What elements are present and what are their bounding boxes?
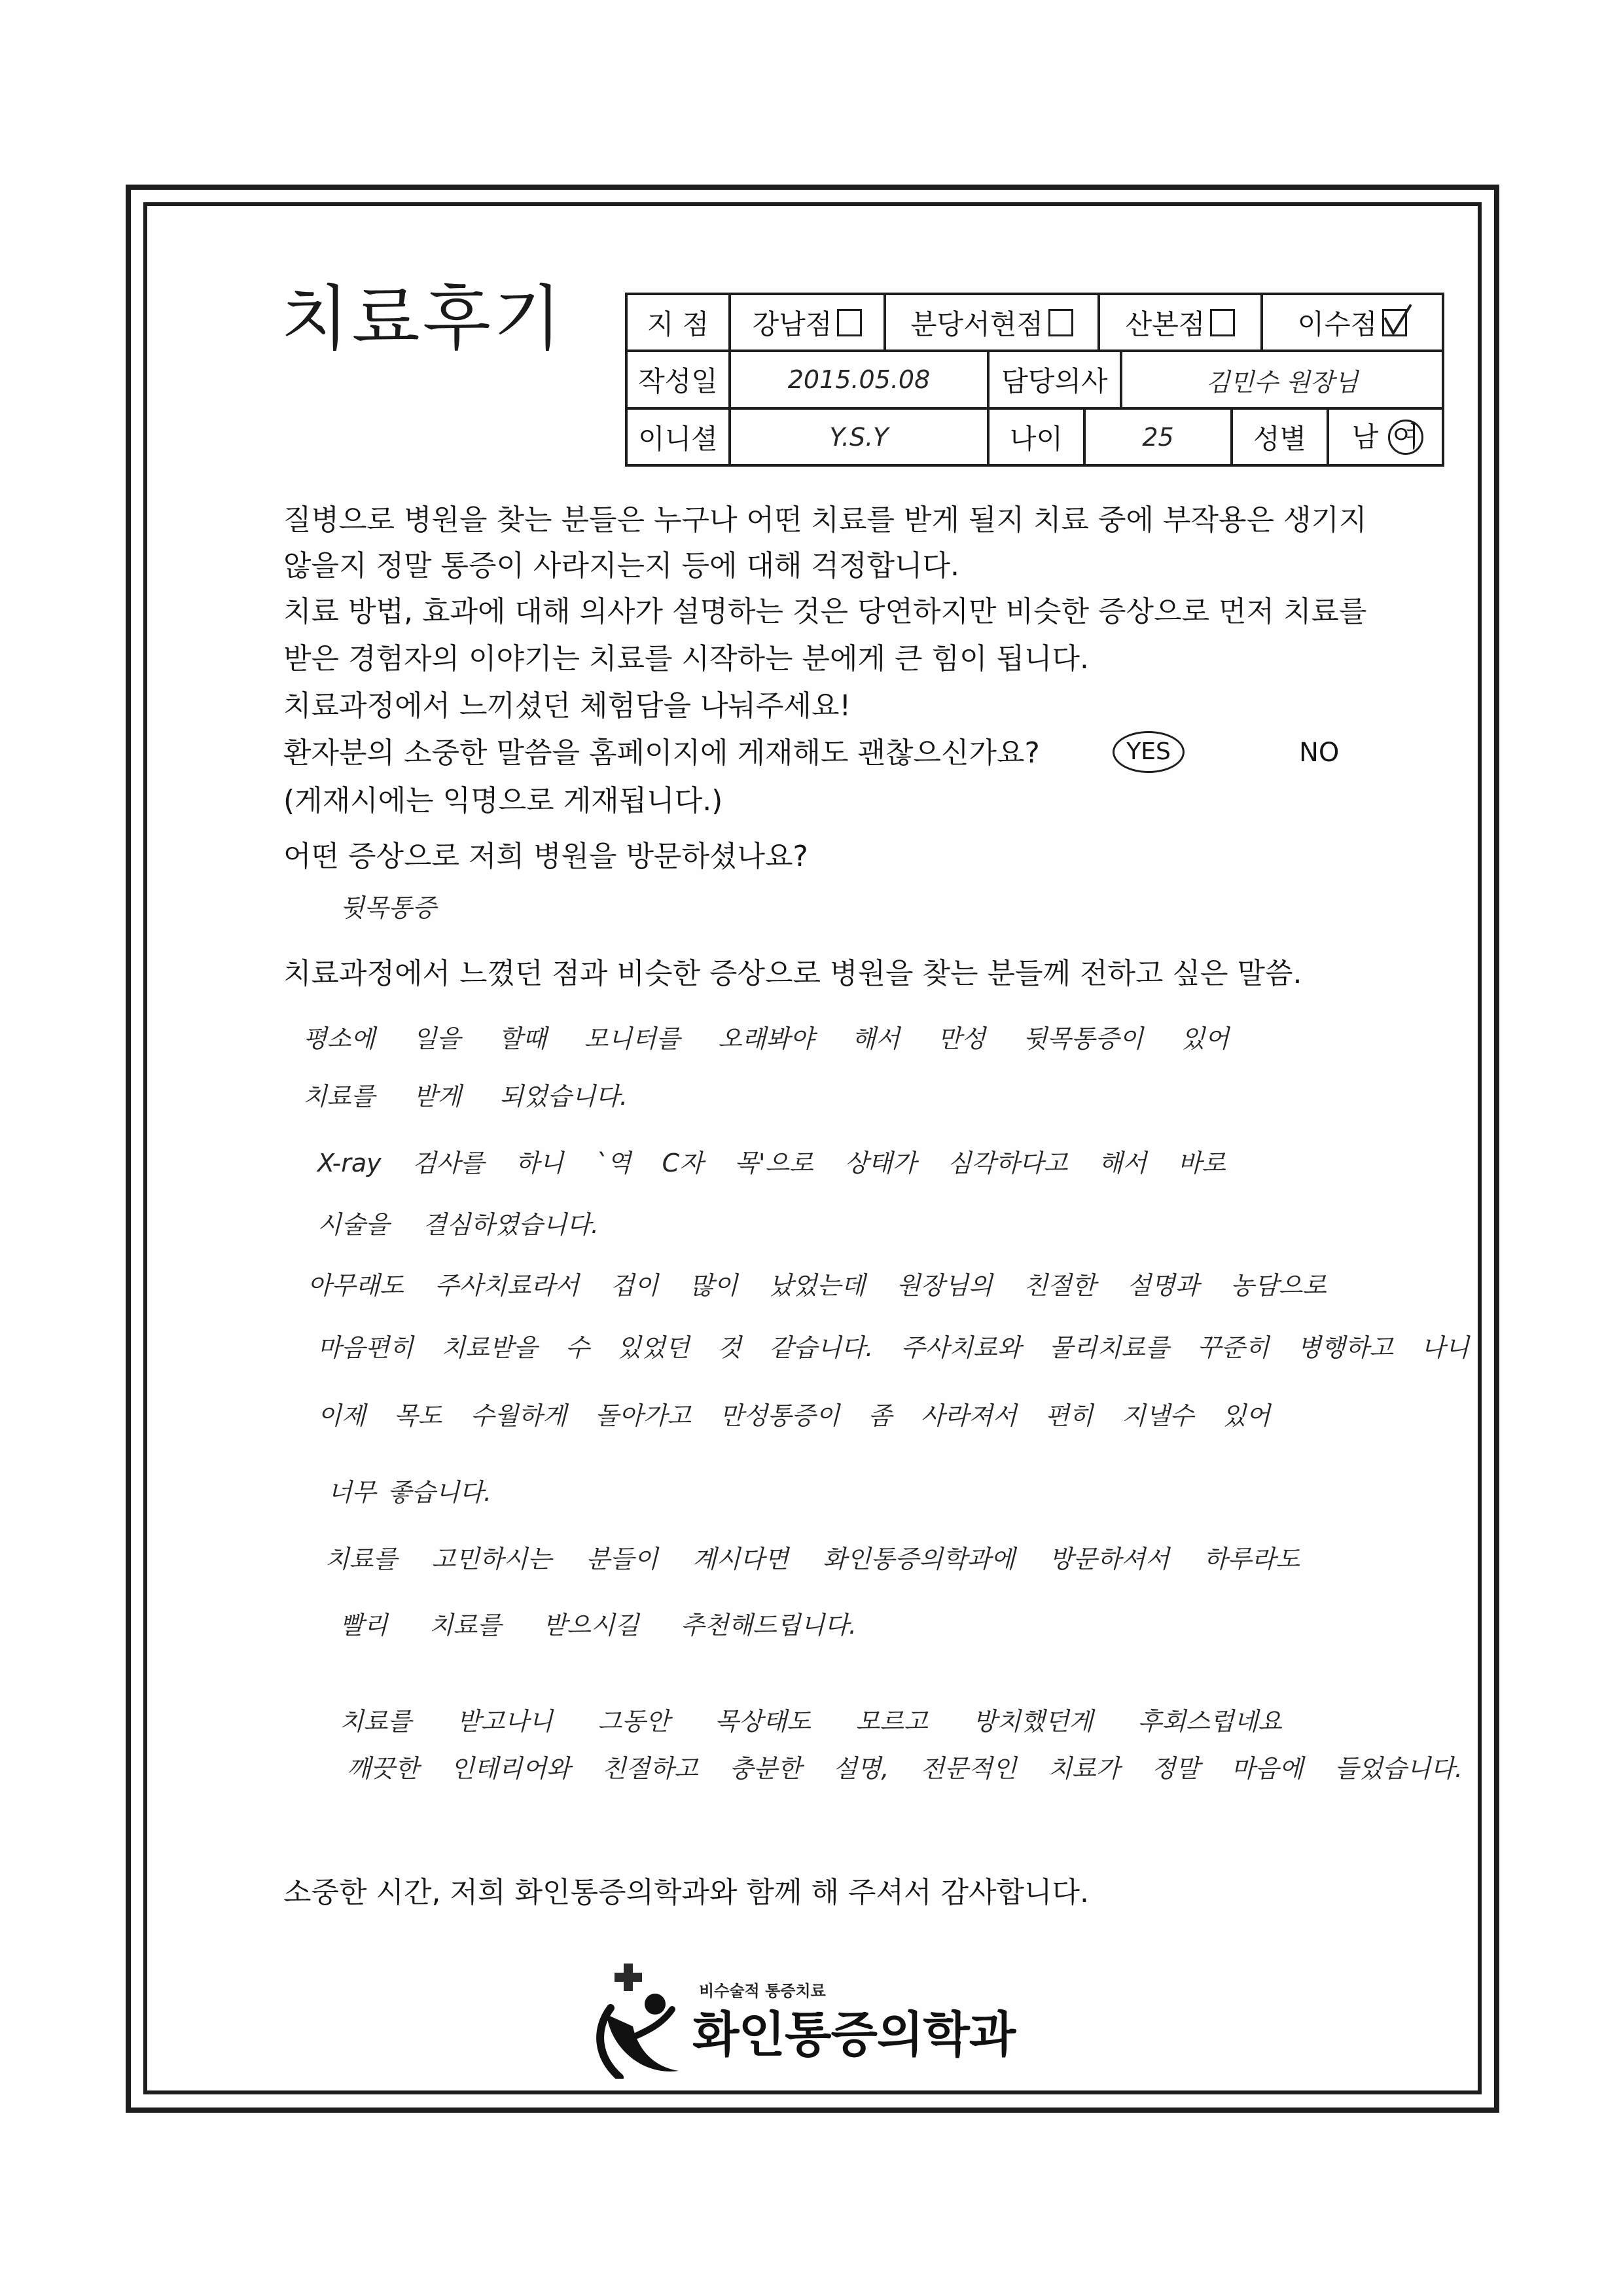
branch-option — [731, 295, 886, 352]
message-line: 깨끗한 인테리어와 친절하고 충분한 설명, 전문적인 치료가 정말 마음에 들었습니다. — [347, 1754, 1463, 1783]
message-line: 이제 목도 수월하게 돌아가고 만성통증이 좀 사라져서 편히 지낼수 있어 — [317, 1401, 1270, 1430]
intro-line: 질병으로 병원을 찾는 분들은 누구나 어떤 치료를 받게 될지 치료 중에 부작용은 생기지 — [283, 503, 1367, 537]
branch-name: 산본점 — [1125, 308, 1205, 340]
message-prompt: 치료과정에서 느꼈던 점과 비슷한 증상으로 병원을 찾는 분들께 전하고 싶은 말씀. — [283, 957, 1302, 990]
intro-line: 받은 경험자의 이야기는 치료를 시작하는 분에게 큰 힘이 됩니다. — [283, 642, 1089, 675]
consent-question: 환자분의 소중한 말씀을 홈페이지에 게재해도 괜찮으신가요? — [283, 736, 1040, 770]
logo-tagline: 비수술적 통증치료 — [699, 1982, 826, 2000]
gender-options — [1329, 410, 1444, 467]
intro-line: 않을지 정말 통증이 사라지는지 등에 대해 걱정합니다. — [283, 549, 959, 583]
initial-label: 이니셜 — [628, 410, 731, 467]
branch-checkbox — [1382, 309, 1407, 336]
doctor-label: 담당의사 — [990, 352, 1122, 410]
date-value: 2015.05.08 — [731, 352, 990, 410]
message-line: 시술을 결심하였습니다. — [317, 1210, 599, 1239]
logo-name: 화인통증의학과 — [692, 2007, 1016, 2063]
branch-label: 지 점 — [628, 295, 731, 352]
branch-row — [628, 295, 1444, 352]
date-doctor-row — [628, 352, 1444, 410]
initial-value: Y.S.Y — [731, 410, 990, 467]
gender-label: 성별 — [1233, 410, 1329, 467]
message-line: 아무래도 주사치료라서 겁이 많이 났었는데 원장님의 친절한 설명과 농담으로 — [308, 1271, 1327, 1300]
age-value: 25 — [1086, 410, 1233, 467]
branch-name: 이수점 — [1297, 308, 1378, 340]
branch-option — [886, 295, 1100, 352]
gender-option-female: 여 — [1388, 420, 1423, 455]
symptom-question: 어떤 증상으로 저희 병원을 방문하셨나요? — [283, 840, 808, 873]
gender-option-male: 남 — [1351, 420, 1379, 453]
consent-note: (게재시에는 익명으로 게재됩니다.) — [283, 784, 723, 817]
branch-name: 분당서현점 — [910, 308, 1043, 340]
consent-yes-option: YES — [1113, 731, 1185, 773]
doctor-value: 김민수 원장님 — [1122, 352, 1444, 410]
info-table — [625, 293, 1444, 467]
clinic-emblem-icon — [591, 1964, 689, 2079]
intro-line: 치료 방법, 효과에 대해 의사가 설명하는 것은 당연하지만 비슷한 증상으로 먼저 치료를 — [283, 595, 1367, 628]
message-line: 너무 좋습니다. — [328, 1478, 491, 1507]
branch-option — [1100, 295, 1263, 352]
consent-no-option: NO — [1299, 738, 1340, 768]
message-line: 치료를 받게 되었습니다. — [303, 1082, 628, 1111]
age-label: 나이 — [990, 410, 1086, 467]
date-label: 작성일 — [628, 352, 731, 410]
form-title: 치료후기 — [281, 278, 565, 360]
branch-checkbox — [1210, 309, 1235, 336]
message-line: 평소에 일을 할때 모니터를 오래봐야 해서 만성 뒷목통증이 있어 — [303, 1024, 1229, 1053]
branch-name: 강남점 — [752, 308, 832, 340]
intro-line: 치료과정에서 느끼셨던 체험담을 나눠주세요! — [283, 689, 851, 723]
branch-option — [1263, 295, 1444, 352]
symptom-answer: 뒷목통증 — [340, 893, 437, 922]
message-line: X-ray 검사를 하니 `역 C자 목'으로 상태가 심각하다고 해서 바로 — [317, 1149, 1226, 1177]
patient-row — [628, 410, 1444, 467]
closing-line: 소중한 시간, 저희 화인통증의학과와 함께 해 주셔서 감사합니다. — [283, 1876, 1089, 1909]
message-line: 마음편히 치료받을 수 있었던 것 같습니다. 주사치료와 물리치료를 꾸준히 병행하고 나니 — [317, 1333, 1469, 1362]
check-mark-icon — [1383, 303, 1413, 338]
message-line: 치료를 고민하시는 분들이 계시다면 화인통증의학과에 방문하셔서 하루라도 — [325, 1545, 1300, 1573]
message-line: 치료를 받고나니 그동안 목상태도 모르고 방치했던게 후회스럽네요 — [340, 1707, 1282, 1736]
branch-checkbox — [837, 309, 862, 336]
branch-checkbox — [1048, 309, 1073, 336]
message-line: 빨리 치료를 받으시길 추천해드립니다. — [340, 1611, 857, 1640]
